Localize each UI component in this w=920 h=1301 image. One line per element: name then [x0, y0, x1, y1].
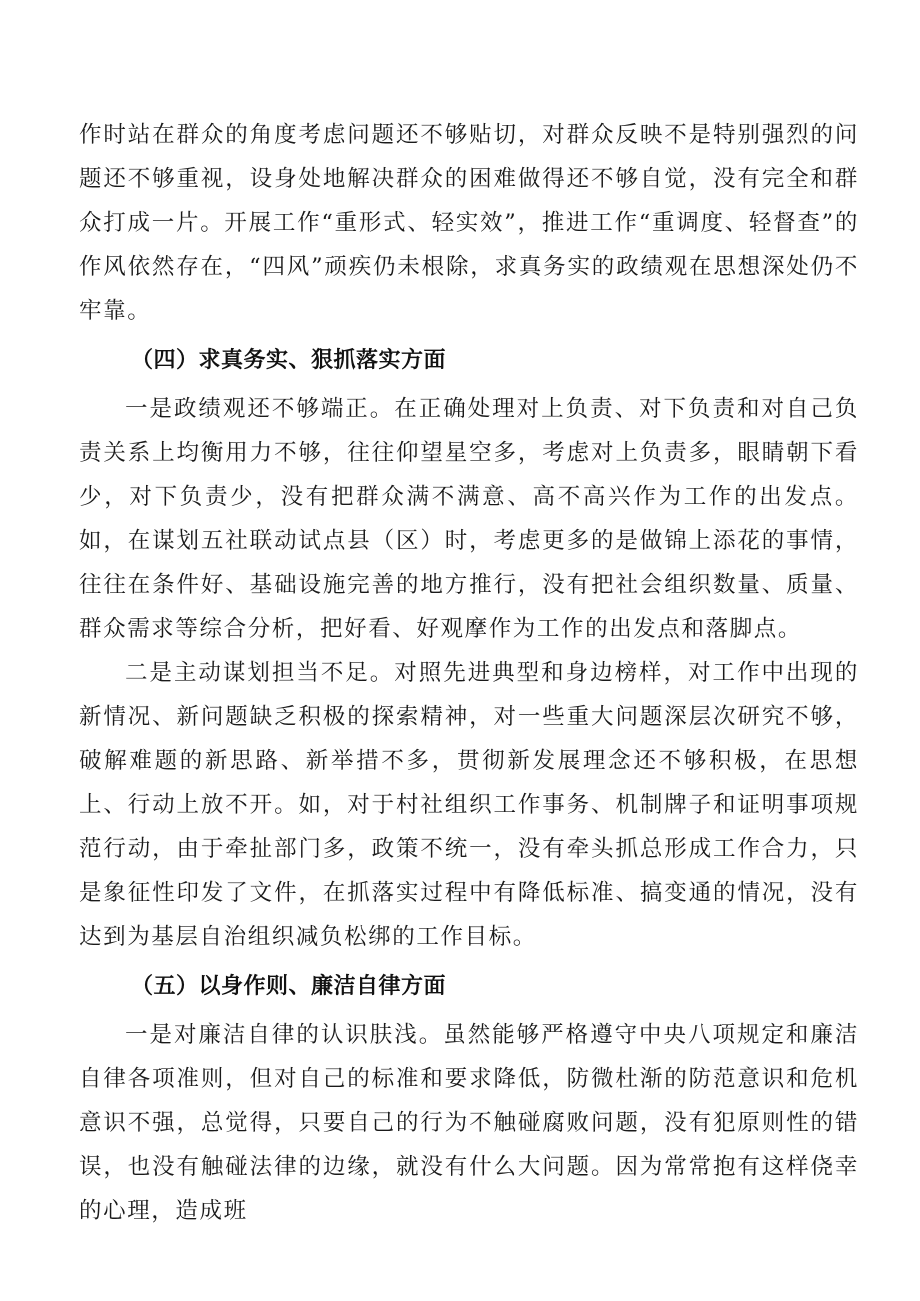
paragraph: 一是政绩观还不够端正。在正确处理对上负责、对下负责和对自己负责关系上均衡用力不够，往往仰望星空多，考虑对上负责多，眼睛朝下看少，对下负责少，没有把群众满不满意、高不高兴作为工作的出发点。如，在谋划五社联动试点县（区）时，考虑更多的是做锦上添花的事情，往往在条件好、基础设施完善的地方推行，没有把社会组织数量、质量、群众需求等综合分析，把好看、好观摩作为工作的出发点和落脚点。: [79, 396, 859, 642]
section-heading: （四）求真务实、狠抓落实方面: [131, 348, 447, 373]
paragraph: 二是主动谋划担当不足。对照先进典型和身边榜样，对工作中出现的新情况、新问题缺乏积极的探索精神，对一些重大问题深层次研究不够，破解难题的新思路、新举措不多，贯彻新发展理念还不够积极，在思想上、行动上放不开。如，对于村社组织工作事务、机制牌子和证明事项规范行动，由于牵扯部门多，政策不统一，没有牵头抓总形成工作合力，只是象征性印发了文件，在抓落实过程中有降低标准、搞变通的情况，没有达到为基层自治组织减负松绑的工作目标。: [79, 660, 859, 950]
section-heading: （五）以身作则、廉洁自律方面: [131, 974, 447, 999]
paragraph: 作时站在群众的角度考虑问题还不够贴切，对群众反映不是特别强烈的问题还不够重视，设身处地解决群众的困难做得还不够自觉，没有完全和群众打成一片。开展工作“重形式、轻实效”，推进工作“重调度、轻督查”的作风依然存在，“四风”顽疾仍未根除，求真务实的政绩观在思想深处仍不牢靠。: [79, 122, 859, 324]
document-body: [79, 113, 859, 1233]
paragraph: 一是对廉洁自律的认识肤浅。虽然能够严格遵守中央八项规定和廉洁自律各项准则，但对自己的标准和要求降低，防微杜渐的防范意识和危机意识不强，总觉得，只要自己的行为不触碰腐败问题，没有犯原则性的错误，也没有触碰法律的边缘，就没有什么大问题。因为常常抱有这样侥幸的心理，造成班: [79, 1022, 859, 1224]
